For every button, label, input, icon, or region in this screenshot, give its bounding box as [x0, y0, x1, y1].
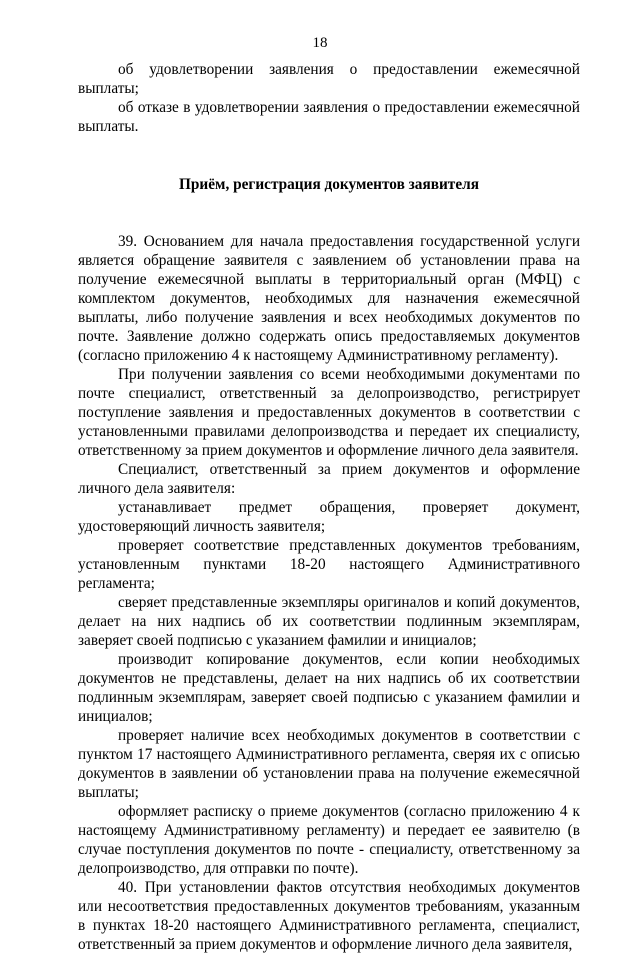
paragraph: При получении заявления со всеми необходимыми документами по почте специалист, ответственный за делопроизводство, регистрирует поступление заявления и предоставленных документов в соответствии с установленными правилами делопроизводства и передает их специалисту, ответственному за прием документов и оформление личного дела заявителя. [78, 366, 580, 459]
paragraph: 40. При установлении фактов отсутствия необходимых документов или несоответствия предоставленных документов требованиям, указанным в пунктах 18-20 настоящего Административного регламента, специалист, ответственный за прием документов и оформление личного дела заявителя, [78, 879, 580, 953]
paragraph: об отказе в удовлетворении заявления о предоставлении ежемесячной выплаты. [78, 99, 580, 135]
paragraph: Специалист, ответственный за прием документов и оформление личного дела заявителя: [78, 461, 580, 497]
paragraph: 39. Основанием для начала предоставления государственной услуги является обращение заявителя с заявлением об установлении права на получение ежемесячной выплаты в территориальный орган (МФЦ) с комплектом документов, необходимых для назначения ежемесячной выплаты, либо получение заявления и всех необходимых документов по почте. Заявление должно содержать опись предоставляемых документов (согласно приложению 4 к настоящему Административному регламенту). [78, 233, 580, 364]
paragraph: об удовлетворении заявления о предоставлении ежемесячной выплаты; [78, 61, 580, 97]
paragraph: оформляет расписку о приеме документов (согласно приложению 4 к настоящему Административному регламенту) и передает ее заявителю (в случае поступления документов по почте - специалисту, ответственному за делопроизводство, для отправки по почте). [78, 803, 580, 877]
paragraph: проверяет наличие всех необходимых документов в соответствии с пунктом 17 настоящего Административного регламента, сверяя их с описью документов в заявлении об установлении права на получение ежемесячной выплаты; [78, 727, 580, 801]
paragraph: сверяет представленные экземпляры оригиналов и копий документов, делает на них надпись об их соответствии подлинным экземплярам, заверяет своей подписью с указанием фамилии и инициалов; [78, 594, 580, 649]
document-body [78, 60, 580, 954]
paragraph: производит копирование документов, если копии необходимых документов не представлены, делает на них надпись об их соответствии подлинным экземплярам, заверяет своей подписью с указанием фамилии и инициалов; [78, 651, 580, 725]
page-number: 18 [312, 35, 328, 51]
paragraph: проверяет соответствие представленных документов требованиям, установленным пунктами 18-20 настоящего Административного регламента; [78, 537, 580, 592]
section-heading: Приём, регистрация документов заявителя [179, 176, 479, 193]
paragraph: устанавливает предмет обращения, проверяет документ, удостоверяющий личность заявителя; [78, 499, 580, 535]
